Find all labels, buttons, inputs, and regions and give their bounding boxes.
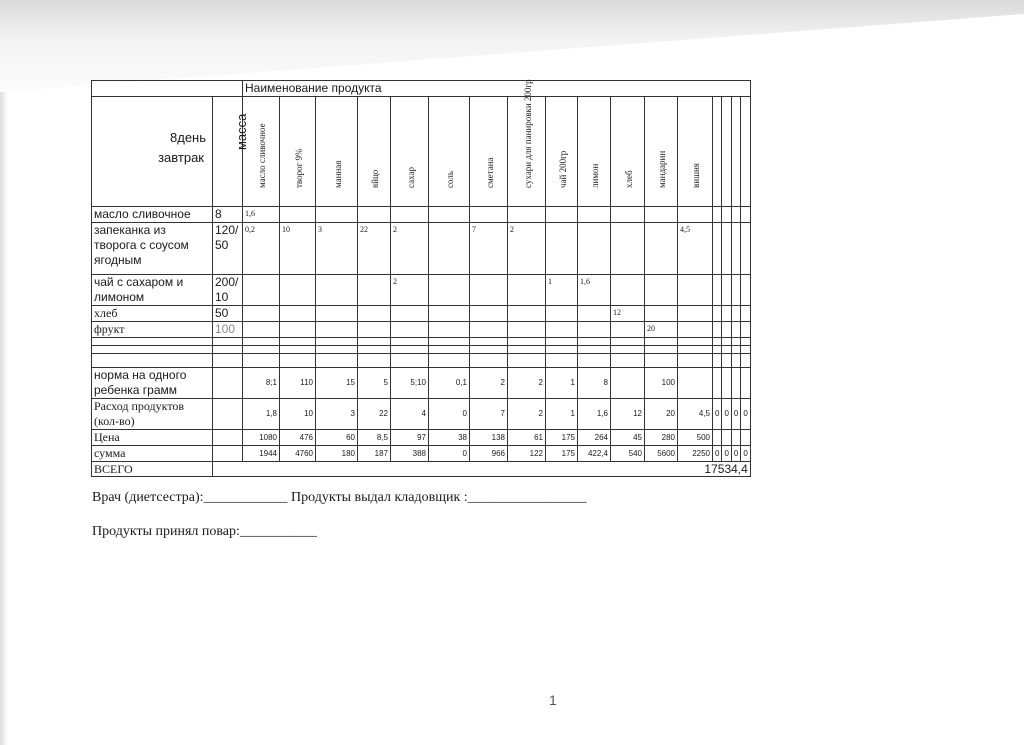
menu-table [91, 80, 751, 477]
product-header [741, 97, 750, 207]
dish-name: чай с сахаром и лимоном [92, 275, 213, 306]
summary-value [722, 430, 731, 446]
empty-cell [391, 346, 429, 354]
dish-value [611, 223, 645, 275]
empty-cell [546, 354, 578, 368]
doctor-signature-line: Врач (диетсестра):____________ Продукты выдал кладовщик :_________________ [92, 490, 587, 505]
empty-cell [470, 346, 508, 354]
summary-mass-cell [213, 430, 243, 446]
summary-value: 1,6 [578, 399, 611, 430]
empty-cell [741, 338, 750, 346]
summary-value: 0 [731, 399, 740, 430]
consumption-row [92, 399, 751, 430]
empty-cell [578, 346, 611, 354]
summary-label: Цена [92, 430, 213, 446]
total-row [92, 462, 751, 477]
dish-value [722, 322, 731, 338]
product-name: творог 9% [293, 148, 304, 188]
summary-value: 0 [722, 399, 731, 430]
summary-value: 476 [280, 430, 316, 446]
summary-value: 8 [578, 368, 611, 399]
empty-cell [678, 354, 713, 368]
total-value: 17534,4 [213, 462, 751, 477]
summary-value: 540 [611, 446, 645, 462]
dish-value [358, 306, 391, 322]
summary-value: 10 [280, 399, 316, 430]
product-name: хлеб [623, 170, 634, 188]
dish-value [741, 223, 750, 275]
dish-mass: 50 [213, 306, 243, 322]
cook-signature-line: Продукты принял повар:___________ [92, 524, 317, 539]
empty-cell [578, 338, 611, 346]
total-label: ВСЕГО [92, 462, 213, 477]
summary-value: 1 [546, 399, 578, 430]
dish-mass: 120/ 50 [213, 223, 243, 275]
empty-cell [611, 346, 645, 354]
empty-cell [358, 346, 391, 354]
empty-cell [243, 354, 280, 368]
empty-cell [429, 354, 470, 368]
summary-value: 60 [316, 430, 358, 446]
product-name: соль [445, 171, 455, 188]
dish-value [722, 275, 731, 306]
dish-value [713, 223, 722, 275]
empty-row [92, 354, 751, 368]
dish-value [391, 207, 429, 223]
summary-value: 2 [508, 368, 546, 399]
dish-value [508, 322, 546, 338]
empty-cell [611, 338, 645, 346]
summary-value: 7 [470, 399, 508, 430]
product-header [578, 97, 611, 207]
product-name: масло сливочное [257, 123, 267, 188]
empty-cell [645, 338, 678, 346]
summary-value: 0 [741, 446, 750, 462]
dish-value [678, 275, 713, 306]
dish-name: масло сливочное [92, 207, 213, 223]
dish-value [645, 275, 678, 306]
dish-value [243, 306, 280, 322]
dish-value [722, 306, 731, 322]
empty-row [92, 346, 751, 354]
summary-value [678, 368, 713, 399]
dish-value [713, 306, 722, 322]
dish-value [316, 275, 358, 306]
dish-row [92, 306, 751, 322]
summary-value: 2 [470, 368, 508, 399]
summary-mass-cell [213, 446, 243, 462]
summary-value: 15 [316, 368, 358, 399]
summary-value: 8;1 [243, 368, 280, 399]
empty-cell [391, 338, 429, 346]
summary-mass-cell [213, 368, 243, 399]
empty-cell [741, 354, 750, 368]
summary-value: 422,4 [578, 446, 611, 462]
dish-value: 4,5 [678, 223, 713, 275]
products-title: Наименование продукта [243, 81, 751, 97]
summary-value: 180 [316, 446, 358, 462]
empty-cell [243, 346, 280, 354]
dish-value [578, 306, 611, 322]
dish-value [611, 207, 645, 223]
summary-value: 20 [645, 399, 678, 430]
summary-value [611, 368, 645, 399]
dish-value [546, 322, 578, 338]
dish-value [546, 207, 578, 223]
dish-value [429, 207, 470, 223]
product-name: мандарин [657, 150, 667, 188]
summary-value: 0 [731, 446, 740, 462]
dish-value: 3 [316, 223, 358, 275]
empty-cell [731, 354, 740, 368]
dish-value: 22 [358, 223, 391, 275]
empty-cell [722, 354, 731, 368]
dish-value [741, 275, 750, 306]
empty-cell [358, 354, 391, 368]
dish-value [391, 306, 429, 322]
empty-cell [713, 354, 722, 368]
empty-cell [722, 338, 731, 346]
product-header [546, 97, 578, 207]
dish-value [429, 275, 470, 306]
dish-value [546, 223, 578, 275]
product-name: сухари для панировки 200гр [522, 79, 533, 188]
summary-value [731, 368, 740, 399]
empty-cell [645, 354, 678, 368]
product-name: сахар [405, 167, 416, 188]
summary-value: 966 [470, 446, 508, 462]
summary-value: 388 [391, 446, 429, 462]
sum-row [92, 446, 751, 462]
summary-value: 280 [645, 430, 678, 446]
dish-row [92, 275, 751, 306]
price-row [92, 430, 751, 446]
dish-value [578, 322, 611, 338]
empty-cell [316, 346, 358, 354]
dish-value [429, 223, 470, 275]
dish-value: 0,2 [243, 223, 280, 275]
dish-value [731, 306, 740, 322]
dish-value [731, 223, 740, 275]
product-name: манная [332, 160, 343, 188]
empty-cell [213, 346, 243, 354]
dish-value [243, 275, 280, 306]
dish-value [741, 207, 750, 223]
empty-cell [678, 338, 713, 346]
empty-cell [731, 338, 740, 346]
dish-value: 1,6 [578, 275, 611, 306]
product-name: сметана [484, 157, 495, 188]
empty-cell [508, 346, 546, 354]
summary-value: 138 [470, 430, 508, 446]
summary-label: норма на одного ребенка грамм [92, 368, 213, 399]
dish-value [358, 322, 391, 338]
dish-value [645, 207, 678, 223]
summary-value: 0 [713, 446, 722, 462]
dish-value [611, 275, 645, 306]
dish-value [713, 207, 722, 223]
dish-value: 1,6 [243, 207, 280, 223]
empty-row [92, 338, 751, 346]
summary-value [713, 430, 722, 446]
dish-value: 2 [508, 223, 546, 275]
product-header [391, 97, 429, 207]
empty-cell [213, 338, 243, 346]
empty-cell [578, 354, 611, 368]
empty-cell [429, 346, 470, 354]
dish-value [741, 322, 750, 338]
product-header [611, 97, 645, 207]
empty-cell [713, 338, 722, 346]
dish-value [429, 322, 470, 338]
summary-value: 61 [508, 430, 546, 446]
product-header [470, 97, 508, 207]
summary-value: 5 [358, 368, 391, 399]
summary-value: 12 [611, 399, 645, 430]
summary-value: 4,5 [678, 399, 713, 430]
dish-value [358, 207, 391, 223]
summary-mass-cell [213, 399, 243, 430]
summary-value: 1 [546, 368, 578, 399]
dish-value: 1 [546, 275, 578, 306]
summary-value: 38 [429, 430, 470, 446]
product-header [243, 97, 280, 207]
summary-value: 0 [429, 446, 470, 462]
product-name: яйцо [370, 169, 380, 188]
summary-value: 2250 [678, 446, 713, 462]
dish-value [470, 207, 508, 223]
summary-value: 45 [611, 430, 645, 446]
product-name: чай 200гр [557, 150, 568, 188]
summary-value: 97 [391, 430, 429, 446]
summary-value [741, 430, 750, 446]
dish-value [678, 207, 713, 223]
empty-cell [316, 338, 358, 346]
summary-value: 22 [358, 399, 391, 430]
summary-value: 175 [546, 446, 578, 462]
dish-value [611, 322, 645, 338]
product-header [429, 97, 470, 207]
empty-cell [645, 346, 678, 354]
dish-value: 10 [280, 223, 316, 275]
dish-mass: 200/ 10 [213, 275, 243, 306]
summary-value: 0 [713, 399, 722, 430]
summary-value: 0 [722, 446, 731, 462]
dish-value [578, 223, 611, 275]
empty-cell [280, 346, 316, 354]
day-label: 8день [170, 130, 206, 145]
dish-value: 20 [645, 322, 678, 338]
dish-value [731, 275, 740, 306]
dish-row [92, 322, 751, 338]
dish-value [316, 322, 358, 338]
product-header [678, 97, 713, 207]
empty-cell [358, 338, 391, 346]
dish-value: 7 [470, 223, 508, 275]
empty-cell [611, 354, 645, 368]
dish-value: 2 [391, 275, 429, 306]
dish-value [391, 322, 429, 338]
dish-value [731, 207, 740, 223]
dish-value [508, 306, 546, 322]
product-name: лимон [590, 163, 600, 188]
summary-value: 0 [429, 399, 470, 430]
empty-cell [92, 338, 213, 346]
dish-value [722, 223, 731, 275]
empty-cell [731, 346, 740, 354]
product-header [316, 97, 358, 207]
dish-value [731, 322, 740, 338]
empty-cell [546, 346, 578, 354]
dish-row [92, 223, 751, 275]
empty-cell [741, 346, 750, 354]
summary-value: 3 [316, 399, 358, 430]
dish-value [546, 306, 578, 322]
summary-value: 8,5 [358, 430, 391, 446]
dish-value [316, 306, 358, 322]
dish-value [508, 207, 546, 223]
mass-header [213, 97, 249, 207]
dish-value [578, 207, 611, 223]
empty-cell [508, 354, 546, 368]
summary-value: 4 [391, 399, 429, 430]
summary-value: 187 [358, 446, 391, 462]
product-header [722, 97, 731, 207]
day-meal-cell [92, 97, 213, 207]
dish-value [429, 306, 470, 322]
summary-value: 110 [280, 368, 316, 399]
empty-cell [470, 354, 508, 368]
dish-value [470, 275, 508, 306]
dish-value [678, 306, 713, 322]
summary-value: 1944 [243, 446, 280, 462]
dish-value [713, 322, 722, 338]
dish-name: фрукт [92, 322, 213, 338]
summary-value: 1080 [243, 430, 280, 446]
summary-value [731, 430, 740, 446]
dish-value [280, 306, 316, 322]
summary-value [713, 368, 722, 399]
empty-cell [508, 338, 546, 346]
corner-top [92, 81, 243, 97]
dish-row [92, 207, 751, 223]
dish-name: запеканка из творога с соусом ягодным [92, 223, 213, 275]
summary-label: сумма [92, 446, 213, 462]
dish-value [645, 223, 678, 275]
empty-cell [470, 338, 508, 346]
summary-value: 5600 [645, 446, 678, 462]
summary-value: 500 [678, 430, 713, 446]
dish-value [470, 306, 508, 322]
summary-value: 4760 [280, 446, 316, 462]
dish-value: 2 [391, 223, 429, 275]
summary-value: 0 [741, 399, 750, 430]
empty-cell [213, 354, 243, 368]
summary-value: 175 [546, 430, 578, 446]
dish-value [280, 275, 316, 306]
dish-value [741, 306, 750, 322]
dish-value: 12 [611, 306, 645, 322]
summary-value: 1,8 [243, 399, 280, 430]
product-header [508, 79, 546, 207]
dish-value [243, 322, 280, 338]
dish-value [645, 306, 678, 322]
summary-value: 5;10 [391, 368, 429, 399]
empty-cell [678, 346, 713, 354]
summary-label: Расход продуктов (кол-во) [92, 399, 213, 430]
product-name: вишня [691, 163, 701, 188]
dish-mass: 100 [213, 322, 243, 338]
product-header [645, 97, 678, 207]
summary-value: 122 [508, 446, 546, 462]
dish-value [358, 275, 391, 306]
meal-label: завтрак [158, 150, 204, 165]
empty-cell [316, 354, 358, 368]
empty-cell [429, 338, 470, 346]
dish-mass: 8 [213, 207, 243, 223]
dish-value [722, 207, 731, 223]
empty-cell [722, 346, 731, 354]
product-header [280, 97, 316, 207]
mass-label: масса [234, 113, 249, 150]
empty-cell [391, 354, 429, 368]
summary-value: 2 [508, 399, 546, 430]
dish-value [678, 322, 713, 338]
summary-value: 264 [578, 430, 611, 446]
empty-cell [92, 354, 213, 368]
summary-value [722, 368, 731, 399]
empty-cell [280, 338, 316, 346]
dish-value [280, 207, 316, 223]
norm-row [92, 368, 751, 399]
empty-cell [280, 354, 316, 368]
dish-value [280, 322, 316, 338]
page-number: 1 [549, 692, 557, 708]
dish-value [713, 275, 722, 306]
empty-cell [243, 338, 280, 346]
summary-value: 0,1 [429, 368, 470, 399]
empty-cell [546, 338, 578, 346]
empty-cell [713, 346, 722, 354]
product-header [713, 97, 722, 207]
product-header [731, 97, 740, 207]
empty-cell [92, 346, 213, 354]
dish-value [508, 275, 546, 306]
dish-value [470, 322, 508, 338]
dish-name: хлеб [92, 306, 213, 322]
summary-value: 100 [645, 368, 678, 399]
product-header [358, 97, 391, 207]
dish-value [316, 207, 358, 223]
summary-value [741, 368, 750, 399]
